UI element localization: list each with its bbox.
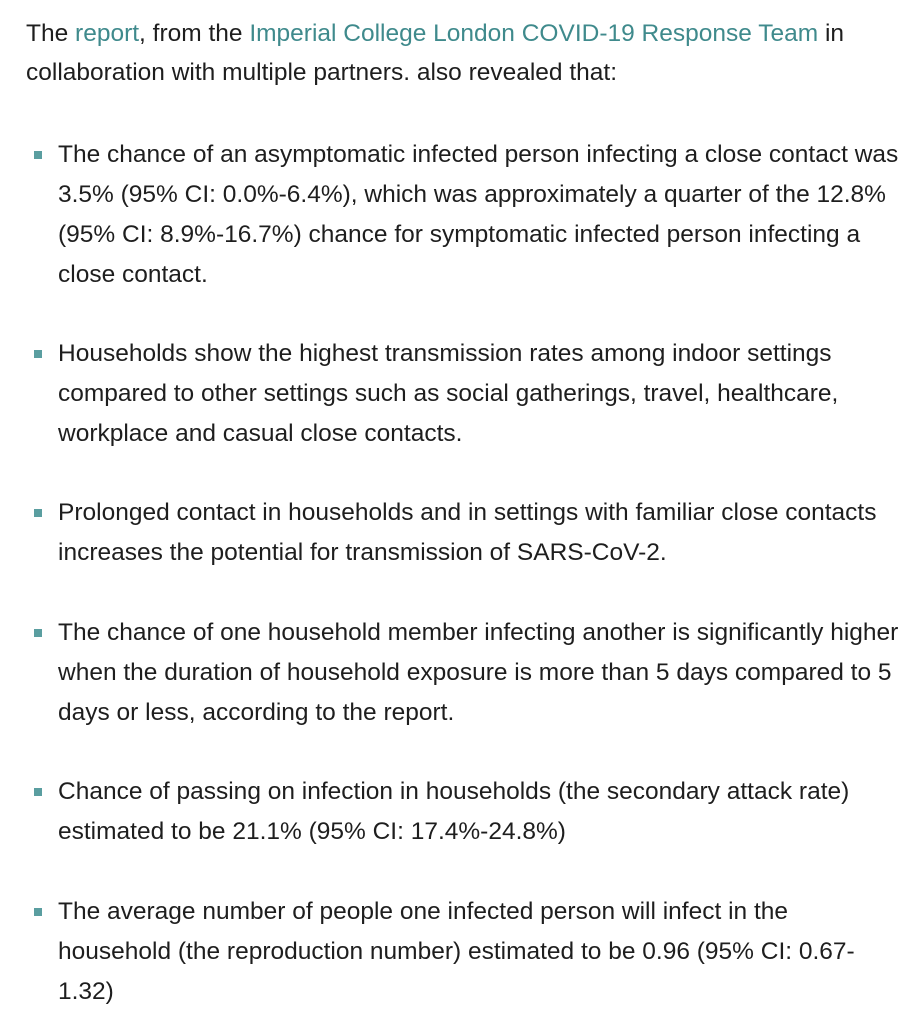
list-item-text: The chance of one household member infecting another is significantly higher when the duration of household exposure is more than 5 days compared to 5 days or less, according to the report. — [58, 619, 899, 726]
list-item — [30, 493, 900, 573]
intro-prefix: The — [26, 20, 76, 47]
list-item — [30, 892, 900, 1012]
square-bullet-icon — [34, 629, 42, 637]
list-item — [30, 772, 900, 852]
imperial-team-link[interactable]: Imperial College London COVID-19 Response Team — [249, 20, 819, 47]
square-bullet-icon — [34, 788, 42, 796]
square-bullet-icon — [34, 908, 42, 916]
list-item-text: Prolonged contact in households and in settings with familiar close contacts increases the potential for transmission of SARS-CoV-2. — [58, 499, 877, 566]
square-bullet-icon — [34, 350, 42, 358]
list-item — [30, 334, 900, 454]
intro-middle: , from the — [139, 20, 250, 47]
report-link[interactable]: report — [75, 20, 140, 47]
intro-suffix: in collaboration with multiple partners. also revealed that: — [26, 20, 845, 86]
list-item — [30, 135, 900, 295]
list-item-text: Households show the highest transmission rates among indoor settings compared to other settings such as social gatherings, travel, healthcare, workplace and casual close contacts. — [58, 340, 839, 447]
square-bullet-icon — [34, 509, 42, 517]
list-item — [30, 613, 900, 733]
list-item-text: Chance of passing on infection in households (the secondary attack rate) estimated to be 21.1% (95% CI: 17.4%-24.8%) — [58, 778, 850, 845]
list-item-text: The average number of people one infected person will infect in the household (the reproduction number) estimated to be 0.96 (95% CI: 0.67-1.32) — [58, 898, 855, 1005]
list-item-text: The chance of an asymptomatic infected person infecting a close contact was 3.5% (95% CI: 0.0%-6.4%), which was approximately a quarter of the 12.8% (95% CI: 8.9%-16.7%) chance for symptomatic infected person infecting a close contact. — [58, 141, 899, 288]
square-bullet-icon — [34, 151, 42, 159]
intro-paragraph — [26, 14, 898, 92]
